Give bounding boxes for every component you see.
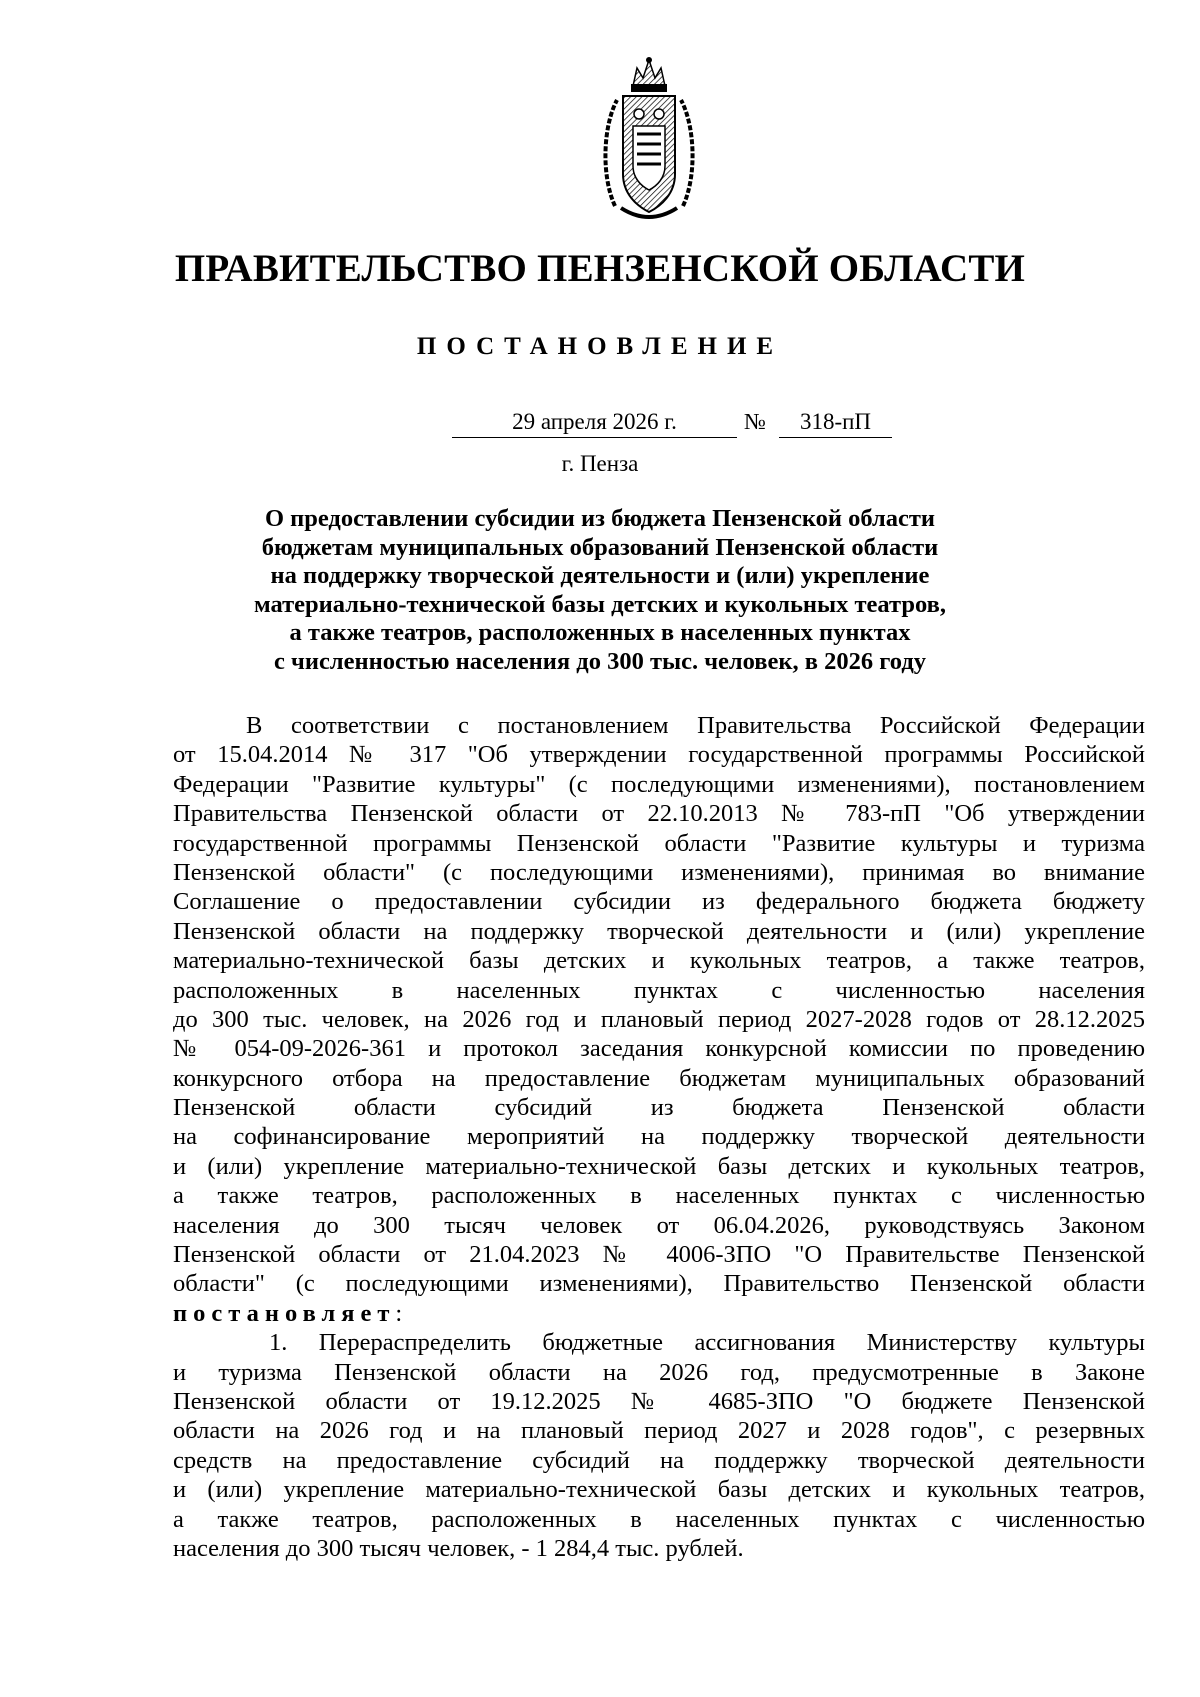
city: г. Пенза (561, 451, 639, 476)
body-line: до 300 тыс. человек, на 2026 год и плановый период 2027-2028 годов от 28.12.2025 (173, 1005, 1145, 1033)
body-line: конкурсного отбора на предоставление бюджетам муниципальных образований (173, 1064, 1145, 1092)
body-line: а также театров, расположенных в населенных пунктах с численностью (173, 1182, 1145, 1210)
coat-of-arms-emblem (603, 56, 695, 222)
subject-line: на поддержку творческой деятельности и (или) укрепление (270, 562, 930, 589)
body-line: Правительства Пензенской области от 22.10.2013 № 783-пП "Об утверждении (173, 800, 1145, 828)
item-line: населения до 300 тысяч человек, - 1 284,4 тыс. рублей. (173, 1534, 744, 1562)
subject-line: с численностью населения до 300 тыс. человек, в 2026 году (274, 647, 926, 675)
government-title: ПРАВИТЕЛЬСТВО ПЕНЗЕНСКОЙ ОБЛАСТИ (174, 247, 1026, 290)
body-line: Пензенской области на поддержку творческой деятельности и (или) укрепление (173, 917, 1145, 945)
body-line: населения до 300 тысяч человек от 06.04.2026, руководствуясь Законом (173, 1211, 1145, 1239)
body-line: Соглашение о предоставлении субсидии из федерального бюджета бюджету (173, 888, 1145, 916)
subject-line: а также театров, расположенных в населенных пунктах (289, 619, 911, 646)
body-line: Пензенской области" (с последующими изменениями), принимая во внимание (173, 858, 1145, 886)
body-line: материально-технической базы детских и кукольных театров, а также театров, (173, 947, 1145, 975)
body-line: Пензенской области субсидий из бюджета Пензенской области (173, 1094, 1145, 1122)
body-line: Федерации "Развитие культуры" (с последующими изменениями), постановлением (173, 770, 1145, 798)
body-line: В соответствии с постановлением Правительства Российской Федерации (246, 712, 1145, 739)
resolves-line (173, 1299, 1145, 1328)
item-line: 1. Перераспределить бюджетные ассигнования Министерству культуры (269, 1329, 1145, 1357)
resolves-colon: : (395, 1299, 403, 1327)
item-line: а также театров, расположенных в населенных пунктах с численностью (173, 1505, 1145, 1533)
item-line: и (или) укрепление материально-технической базы детских и кукольных театров, (173, 1476, 1145, 1504)
item-line: Пензенской области от 19.12.2025 № 4685-ЗПО "О бюджете Пензенской (173, 1387, 1145, 1415)
body-line: от 15.04.2014 № 317 "Об утверждении государственной программы Российской (173, 741, 1145, 769)
body-line: Пензенской области от 21.04.2023 № 4006-ЗПО "О Правительстве Пензенской (173, 1241, 1145, 1269)
document-type: ПОСТАНОВЛЕНИЕ (416, 333, 784, 360)
body-line: области" (с последующими изменениями), Правительство Пензенской области (173, 1270, 1145, 1298)
body-line: государственной программы Пензенской области "Развитие культуры и туризма (173, 829, 1145, 857)
document-number: 318-пП (779, 407, 892, 438)
subject-line: О предоставлении субсидии из бюджета Пензенской области (264, 505, 936, 532)
item-line: и туризма Пензенской области на 2026 год, предусмотренные в Законе (173, 1358, 1145, 1386)
document-date: 29 апреля 2026 г. (452, 407, 737, 438)
body-line: расположенных в населенных пунктах с численностью населения (173, 976, 1145, 1004)
subject-line: материально-технической базы детских и кукольных театров, (254, 590, 946, 618)
resolves-word: постановляет (173, 1299, 396, 1327)
item-line: средств на предоставление субсидий на поддержку творческой деятельности (173, 1446, 1145, 1474)
item-line: области на 2026 год и на плановый период 2027 и 2028 годов", с резервных (173, 1417, 1145, 1445)
body-line: № 054-09-2026-361 и протокол заседания конкурсной комиссии по проведению (173, 1035, 1145, 1063)
subject-line: бюджетам муниципальных образований Пензенской области (261, 533, 939, 561)
document-body (173, 711, 1145, 1563)
number-sign: № (744, 409, 766, 434)
body-line: и (или) укрепление материально-технической базы детских и кукольных театров, (173, 1152, 1145, 1180)
document-subject (150, 505, 1050, 676)
body-line: на софинансирование мероприятий на поддержку творческой деятельности (173, 1123, 1145, 1151)
